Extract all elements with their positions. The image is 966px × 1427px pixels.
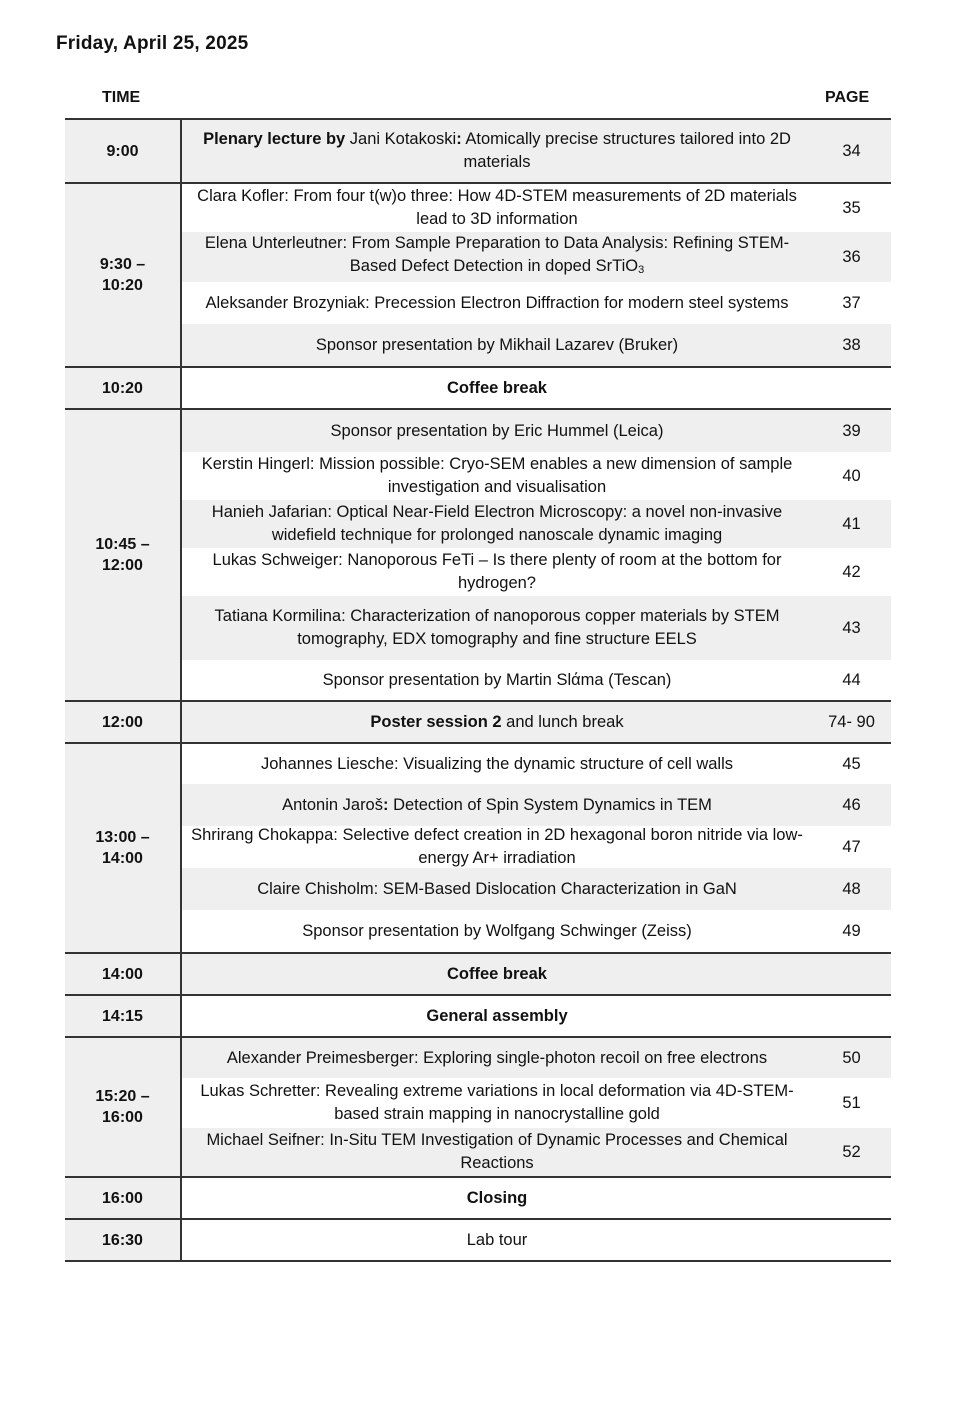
page-number: 41	[842, 514, 861, 533]
time-cell: 10:45 – 12:00	[65, 410, 182, 700]
schedule-block	[65, 994, 891, 1036]
schedule-block	[65, 1176, 891, 1218]
time-cell: 16:00	[65, 1178, 182, 1218]
talk-title: General assembly	[426, 1006, 568, 1025]
page-number: 51	[842, 1093, 861, 1112]
schedule-block	[65, 408, 891, 700]
talk-title: Poster session 2 and lunch break	[370, 712, 624, 731]
schedule-row	[182, 1128, 891, 1176]
page-number: 44	[842, 670, 861, 689]
schedule-block	[65, 366, 891, 408]
page-number: 47	[842, 837, 861, 856]
time-cell: 9:00	[65, 120, 182, 182]
time-cell: 10:20	[65, 368, 182, 408]
schedule-row	[182, 596, 891, 660]
schedule-row	[182, 868, 891, 910]
talk-title: Shrirang Chokappa: Selective defect creation in 2D hexagonal boron nitride via low-energy Ar+ irradiation	[191, 826, 803, 867]
schedule-block	[65, 952, 891, 994]
schedule-block	[65, 118, 891, 182]
page-number: 50	[842, 1048, 861, 1067]
talk-title: Alexander Preimesberger: Exploring single-photon recoil on free electrons	[226, 1048, 768, 1067]
page-number: 46	[842, 795, 861, 814]
schedule-row	[182, 120, 891, 182]
page-number: 42	[842, 562, 861, 581]
page-number: 38	[842, 335, 861, 354]
page-number: 74- 90	[828, 712, 875, 731]
talk-title: Sponsor presentation by Wolfgang Schwinger (Zeiss)	[302, 921, 692, 940]
talk-title: Plenary lecture by Jani Kotakoski: Atomically precise structures tailored into 2D materials	[203, 130, 791, 171]
page-number: 35	[842, 198, 861, 217]
page-number: 34	[842, 141, 861, 160]
talk-title: Antonin Jaroš: Detection of Spin System Dynamics in TEM	[282, 795, 712, 814]
schedule-row	[182, 500, 891, 548]
talk-title: Clara Kofler: From four t(w)o three: How 4D-STEM measurements of 2D materials lead to 3D information	[197, 187, 797, 228]
schedule-row	[182, 368, 891, 408]
talk-title: Johannes Liesche: Visualizing the dynamic structure of cell walls	[260, 754, 734, 773]
time-cell: 14:00	[65, 954, 182, 994]
time-cell: 14:15	[65, 996, 182, 1036]
schedule-table	[65, 118, 891, 1262]
schedule-row	[182, 232, 891, 282]
talk-title: Kerstin Hingerl: Mission possible: Cryo-SEM enables a new dimension of sample investigation and visualisation	[201, 455, 793, 496]
schedule-row	[182, 548, 891, 596]
talk-title: Michael Seifner: In-Situ TEM Investigation of Dynamic Processes and Chemical Reactions	[206, 1131, 788, 1172]
talk-title: Coffee break	[447, 964, 547, 983]
schedule-row	[182, 452, 891, 500]
page-number: 40	[842, 466, 861, 485]
talk-title: Elena Unterleutner: From Sample Preparation to Data Analysis: Refining STEM-Based Defect Detection in doped SrTiO3	[204, 234, 790, 276]
schedule-row	[182, 702, 891, 742]
schedule-row	[182, 1220, 891, 1260]
schedule-block	[65, 742, 891, 952]
page-column-header: PAGE	[825, 89, 870, 106]
schedule-row	[182, 954, 891, 994]
talk-title: Tatiana Kormilina: Characterization of nanoporous copper materials by STEM tomography, EDX tomography and fine structure EELS	[214, 607, 780, 648]
page-number: 43	[842, 618, 861, 637]
schedule-block	[65, 1036, 891, 1176]
talk-title: Aleksander Brozyniak: Precession Electron Diffraction for modern steel systems	[205, 293, 789, 312]
schedule-block	[65, 700, 891, 742]
talk-title: Lukas Schretter: Revealing extreme variations in local deformation via 4D-STEM-based strain mapping in nanocrystalline gold	[200, 1082, 794, 1123]
page-number: 39	[842, 421, 861, 440]
talk-title: Lukas Schweiger: Nanoporous FeTi – Is there plenty of room at the bottom for hydrogen?	[212, 551, 782, 592]
page-number: 45	[842, 754, 861, 773]
page-number: 52	[842, 1142, 861, 1161]
talk-title: Lab tour	[466, 1230, 528, 1249]
page-number: 37	[842, 293, 861, 312]
schedule-row	[182, 1038, 891, 1078]
talk-title: Claire Chisholm: SEM-Based Dislocation Characterization in GaN	[257, 879, 737, 898]
time-cell: 12:00	[65, 702, 182, 742]
talk-title: Coffee break	[447, 378, 547, 397]
talk-title: Closing	[466, 1188, 528, 1207]
schedule-row	[182, 996, 891, 1036]
page-title: Friday, April 25, 2025	[56, 33, 249, 54]
schedule-row	[182, 744, 891, 784]
schedule-row	[182, 1178, 891, 1218]
time-cell: 16:30	[65, 1220, 182, 1260]
schedule-row	[182, 660, 891, 700]
time-cell: 13:00 – 14:00	[65, 744, 182, 952]
schedule-row	[182, 184, 891, 232]
time-cell: 15:20 – 16:00	[65, 1038, 182, 1176]
talk-title: Sponsor presentation by Martin Slάma (Tescan)	[322, 670, 672, 689]
page-number: 36	[842, 247, 861, 266]
time-cell: 9:30 – 10:20	[65, 184, 182, 366]
schedule-block	[65, 182, 891, 366]
schedule-row	[182, 826, 891, 868]
schedule-row	[182, 1078, 891, 1128]
schedule-row	[182, 324, 891, 366]
page-number: 49	[842, 921, 861, 940]
page-number: 48	[842, 879, 861, 898]
schedule-row	[182, 784, 891, 826]
schedule-row	[182, 282, 891, 324]
schedule-row	[182, 910, 891, 952]
talk-title: Sponsor presentation by Eric Hummel (Leica)	[330, 421, 664, 440]
schedule-row	[182, 410, 891, 452]
talk-title: Sponsor presentation by Mikhail Lazarev (Bruker)	[315, 335, 679, 354]
talk-title: Hanieh Jafarian: Optical Near-Field Electron Microscopy: a novel non-invasive widefield technique for prolonged nanoscale dynamic imaging	[211, 503, 783, 544]
time-column-header: TIME	[102, 89, 141, 106]
schedule-block	[65, 1218, 891, 1262]
